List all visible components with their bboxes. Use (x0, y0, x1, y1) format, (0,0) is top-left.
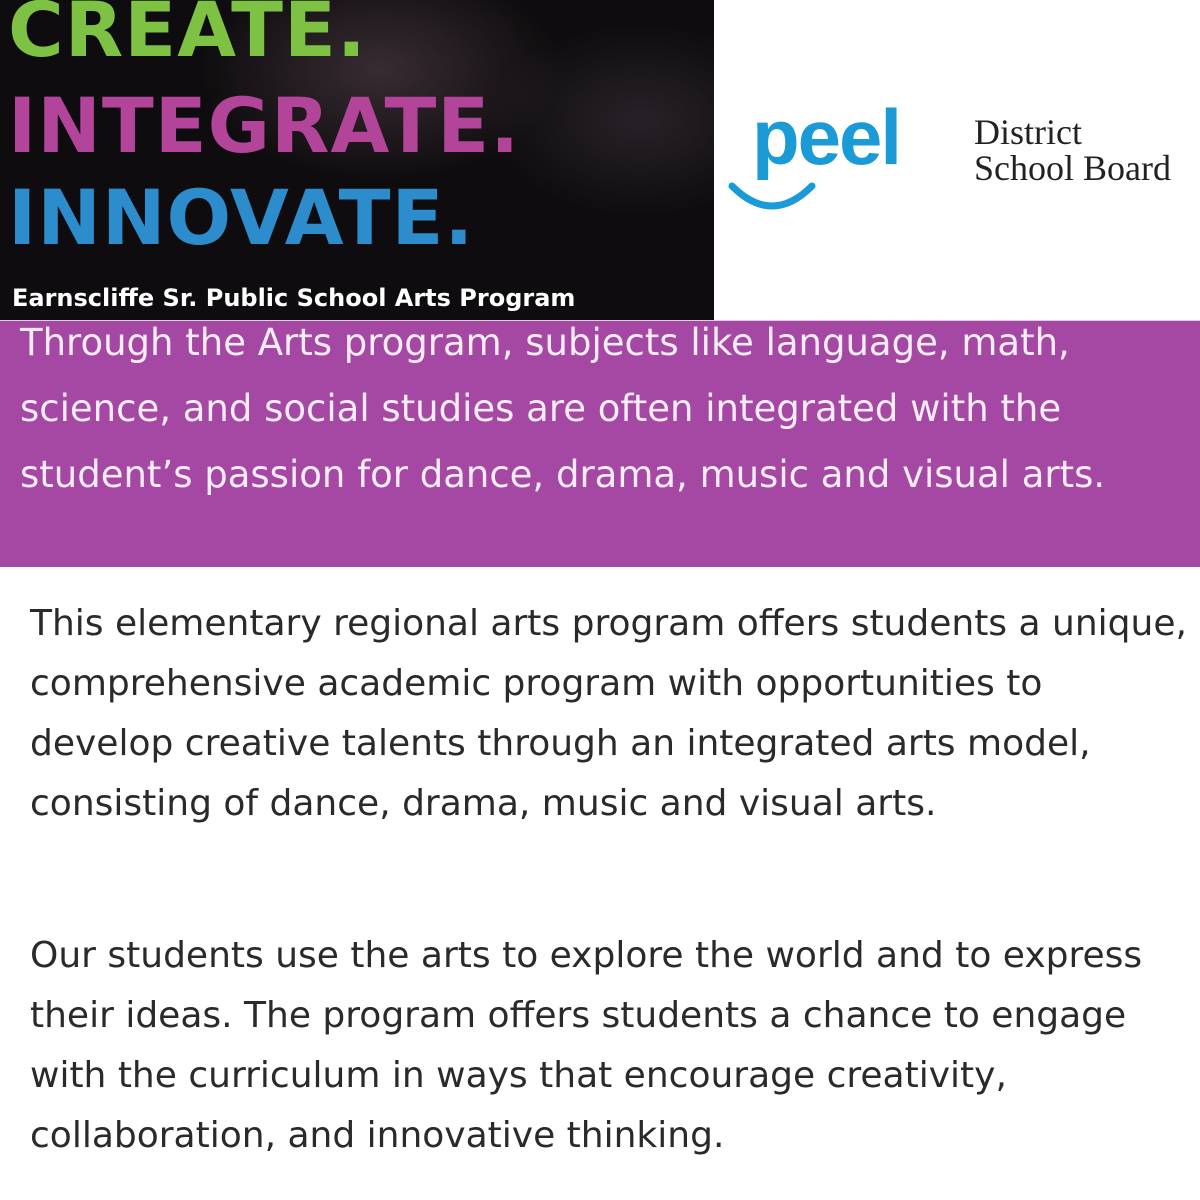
logo-line-district: District (974, 112, 1082, 152)
hero-word-integrate: INTEGRATE. (8, 81, 521, 170)
logo-line-school-board: School Board (974, 148, 1171, 188)
program-description: This elementary regional arts program offers students a unique, comprehensive academic program with opportunities to develop creative talents through an integrated arts model, consisting of dance, drama, music and visual arts. (30, 603, 1187, 824)
program-benefits: Our students use the arts to explore the world and to express their ideas. The program offers students a chance to engage with the curriculum in ways that encourage creativity, collaboration, and innovative thinking. (30, 935, 1143, 1156)
hero-banner (0, 0, 714, 320)
hero-word-create: CREATE. (8, 0, 367, 74)
hero-word-innovate: INNOVATE. (8, 173, 475, 262)
hero-subtitle: Earnscliffe Sr. Public School Arts Program (12, 284, 576, 312)
highlight-band-text: Through the Arts program, subjects like language, math, science, and social studies are often integrated with the student’s passion for dance, drama, music and visual arts. (20, 321, 1106, 496)
logo-wordmark: peel (752, 93, 901, 181)
logo-board-name (974, 114, 1171, 186)
smile-icon (728, 178, 818, 218)
